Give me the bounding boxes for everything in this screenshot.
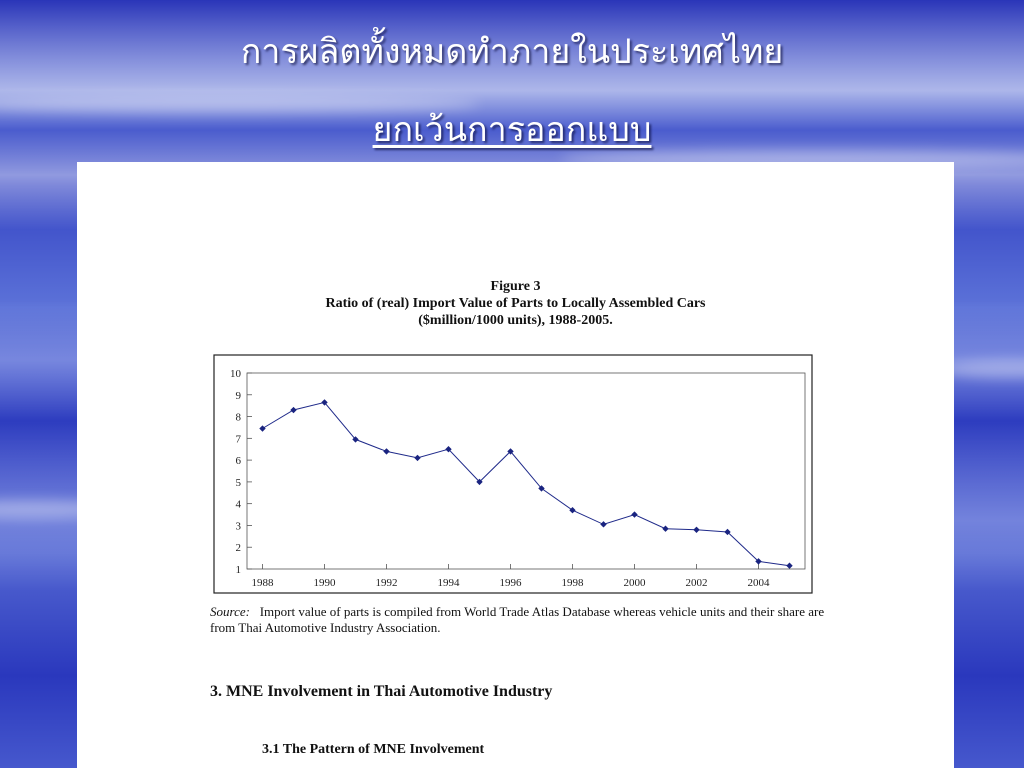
figure-label: Figure 3 [490, 279, 541, 294]
y-tick-label: 4 [235, 498, 241, 511]
x-tick-label: 2000 [623, 577, 646, 589]
y-tick-label: 1 [235, 564, 241, 576]
plot-area-border [247, 373, 805, 569]
y-tick-label: 6 [235, 455, 241, 468]
y-tick-label: 9 [235, 389, 241, 402]
x-tick-label: 1988 [251, 577, 274, 589]
x-axis [252, 564, 771, 589]
y-tick-label: 3 [235, 520, 241, 533]
data-point-marker [414, 455, 420, 461]
x-tick-label: 1990 [313, 577, 336, 589]
data-point-marker [600, 521, 606, 527]
data-point-marker [693, 527, 699, 533]
figure-subtitle: ($million/1000 units), 1988-2005. [418, 313, 613, 328]
y-tick-label: 2 [235, 542, 241, 555]
x-tick-label: 2004 [747, 577, 770, 589]
y-tick-label: 7 [235, 433, 241, 446]
series-line [263, 402, 790, 565]
x-tick-label: 1994 [437, 577, 460, 589]
data-point-marker [290, 407, 296, 413]
y-tick-label: 10 [230, 368, 241, 380]
source-label: Source: [210, 604, 250, 619]
section-heading: 3. MNE Involvement in Thai Automotive Industry [210, 683, 553, 700]
data-point-marker [569, 507, 575, 513]
y-tick-label: 5 [235, 476, 241, 489]
data-point-marker [786, 563, 792, 569]
slide-title-line1: การผลิตทั้งหมดทำภายในประเทศไทย [240, 32, 784, 72]
series-layer [259, 399, 792, 569]
y-tick-label: 8 [235, 411, 241, 424]
line-chart [213, 354, 813, 594]
subsection-heading: 3.1 The Pattern of MNE Involvement [262, 742, 485, 757]
data-point-marker [259, 425, 265, 431]
figure-title: Ratio of (real) Import Value of Parts to Locally Assembled Cars [325, 296, 706, 311]
data-point-marker [631, 511, 637, 517]
y-axis [230, 368, 252, 576]
data-point-marker [383, 448, 389, 454]
data-point-marker [662, 526, 668, 532]
x-tick-label: 1992 [375, 577, 398, 589]
source-note [210, 604, 830, 636]
chart-frame [214, 355, 812, 593]
x-tick-label: 1998 [561, 577, 584, 589]
x-tick-label: 1996 [499, 577, 522, 589]
slide-title-line2: ยกเว้นการออกแบบ [372, 110, 652, 150]
source-text: Import value of parts is compiled from World Trade Atlas Database whereas vehicle units and their share are from Thai Automotive Industry Association. [210, 604, 825, 635]
x-tick-label: 2002 [685, 577, 708, 589]
document-page [77, 162, 954, 768]
